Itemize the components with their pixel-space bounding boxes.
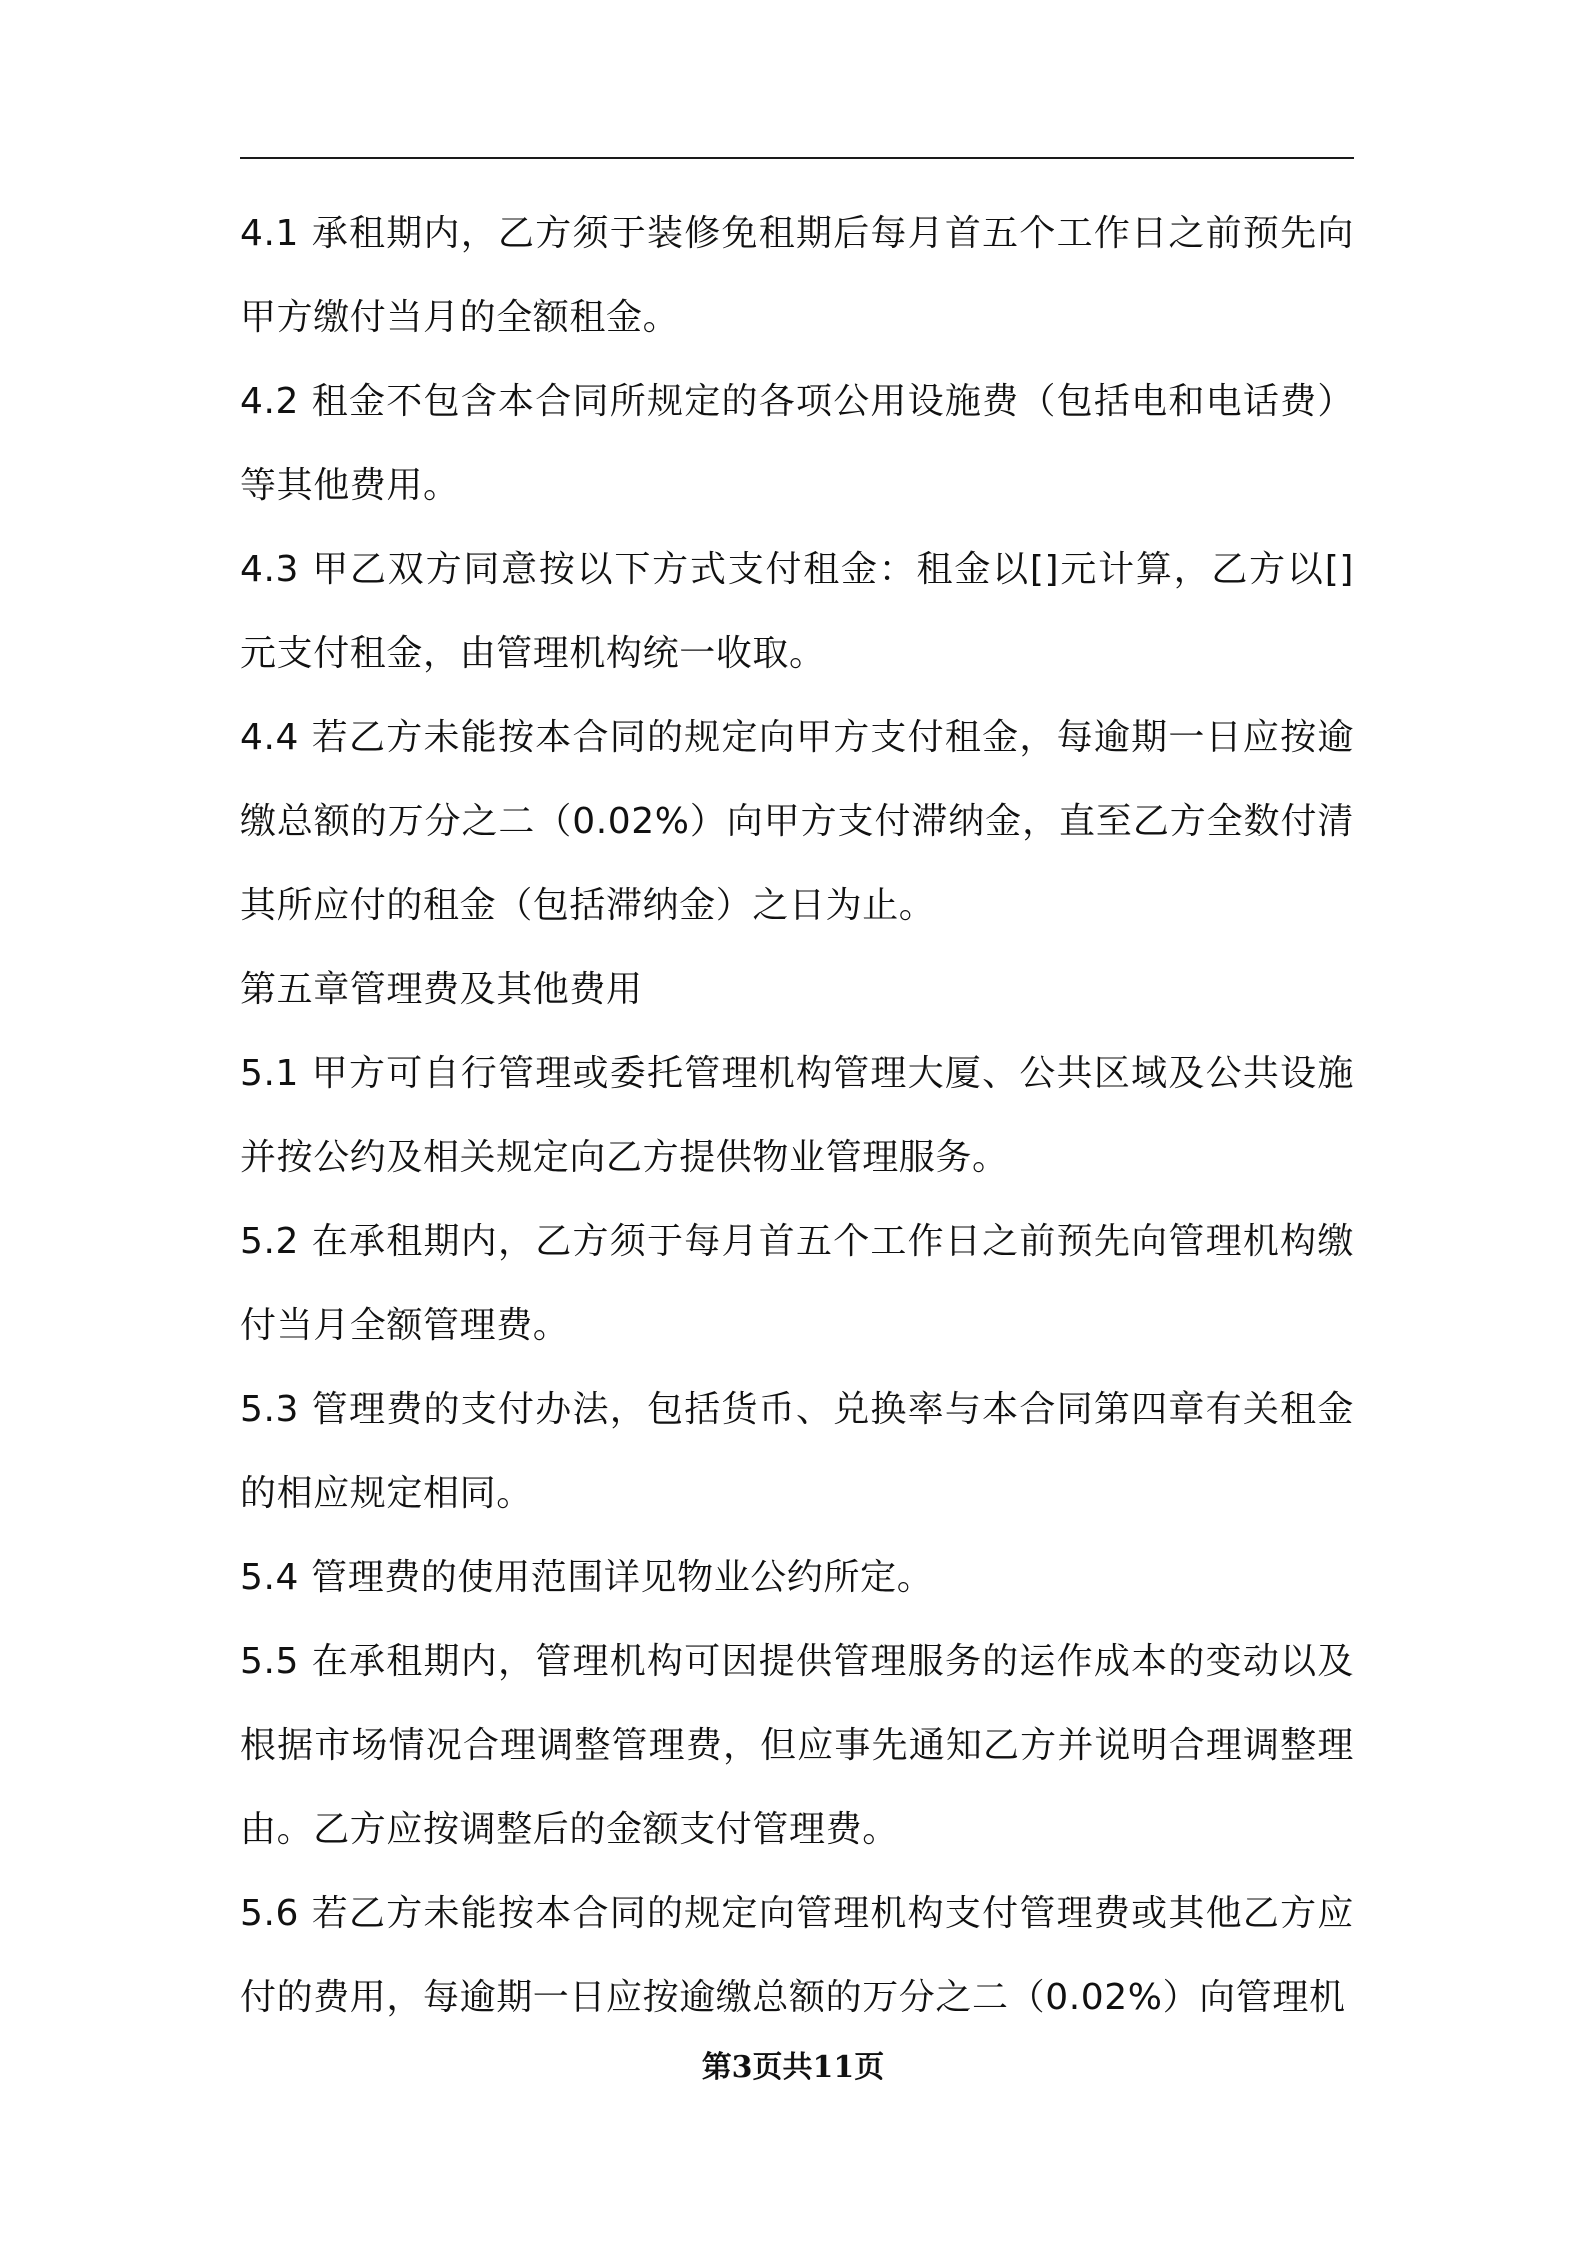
clause-4-1: 4.1 承租期内，乙方须于装修免租期后每月首五个工作日之前预先向甲方缴付当月的全额租金。 xyxy=(240,213,1354,338)
clause-4-3: 4.3 甲乙双方同意按以下方式支付租金：租金以[]元计算，乙方以[]元支付租金，由管理机构统一收取。 xyxy=(240,549,1354,674)
clause-5-1: 5.1 甲方可自行管理或委托管理机构管理大厦、公共区域及公共设施并按公约及相关规定向乙方提供物业管理服务。 xyxy=(240,1053,1354,1178)
page-number: 第3页共11页 xyxy=(701,2050,885,2085)
clause-5-2: 5.2 在承租期内，乙方须于每月首五个工作日之前预先向管理机构缴付当月全额管理费。 xyxy=(240,1221,1354,1346)
document-body xyxy=(240,192,1354,2040)
clause-5-5: 5.5 在承租期内，管理机构可因提供管理服务的运作成本的变动以及根据市场情况合理调整管理费，但应事先通知乙方并说明合理调整理由。乙方应按调整后的金额支付管理费。 xyxy=(240,1641,1354,1850)
header-rule xyxy=(240,157,1354,159)
chapter-5-heading: 第五章管理费及其他费用 xyxy=(240,969,643,1010)
clause-5-3: 5.3 管理费的支付办法，包括货币、兑换率与本合同第四章有关租金的相应规定相同。 xyxy=(240,1389,1354,1514)
clause-4-2: 4.2 租金不包含本合同所规定的各项公用设施费（包括电和电话费）等其他费用。 xyxy=(240,381,1354,506)
clause-4-4: 4.4 若乙方未能按本合同的规定向甲方支付租金，每逾期一日应按逾缴总额的万分之二（0.02%）向甲方支付滞纳金，直至乙方全数付清其所应付的租金（包括滞纳金）之日为止。 xyxy=(240,717,1354,926)
clause-5-6: 5.6 若乙方未能按本合同的规定向管理机构支付管理费或其他乙方应付的费用，每逾期一日应按逾缴总额的万分之二（0.02%）向管理机 xyxy=(240,1893,1354,2018)
clause-5-4: 5.4 管理费的使用范围详见物业公约所定。 xyxy=(240,1557,934,1598)
